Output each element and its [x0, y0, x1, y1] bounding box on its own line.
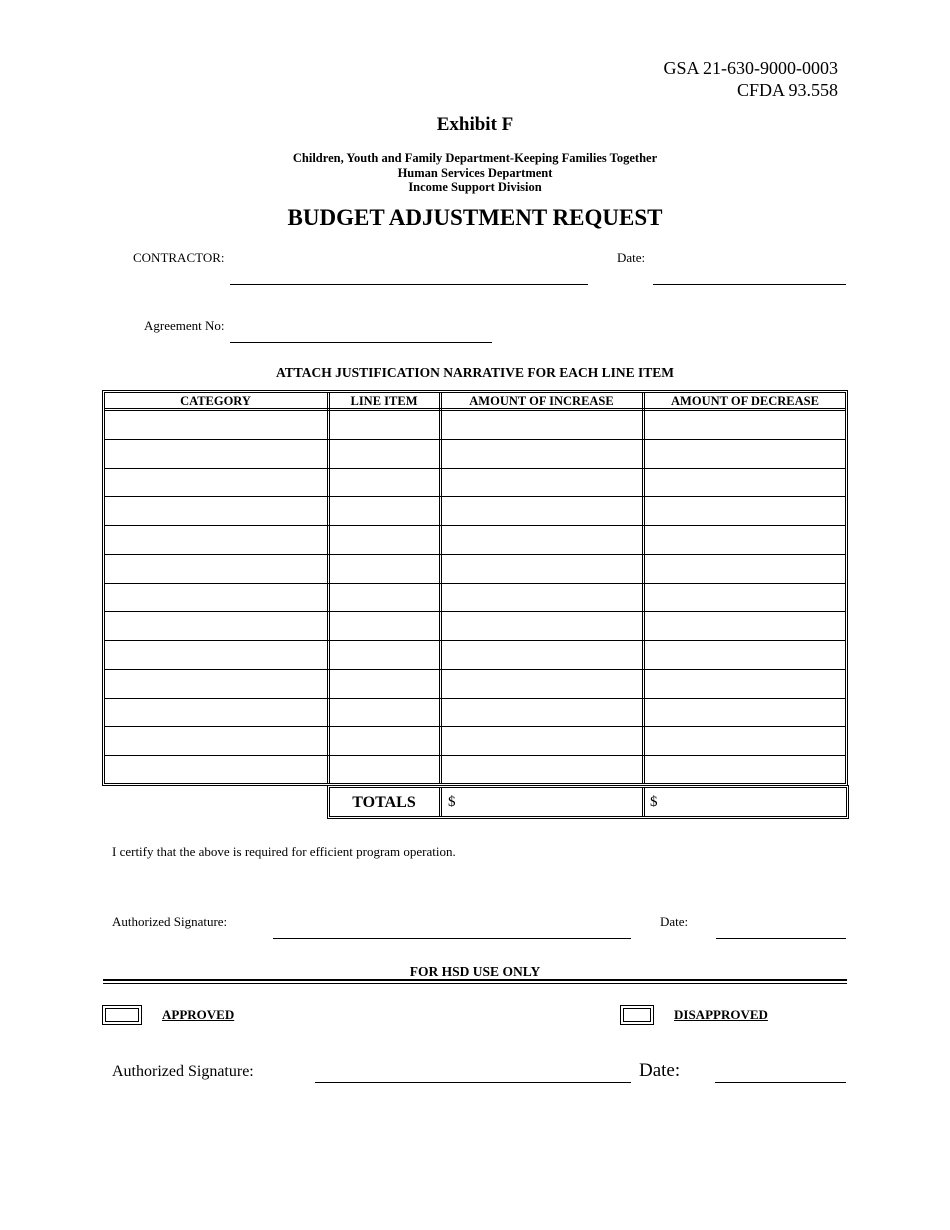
contractor-field[interactable]: [230, 284, 588, 285]
table-row: [104, 726, 846, 727]
hsd-divider: [103, 979, 847, 981]
table-row: [104, 439, 846, 440]
totals-decrease-field[interactable]: $: [650, 794, 658, 810]
table-row: [104, 583, 846, 584]
totals-divider: [441, 787, 442, 817]
table-row: [104, 698, 846, 699]
header-divider: [104, 410, 846, 411]
hsd-divider: [103, 983, 847, 984]
department-line-2: Human Services Department: [397, 165, 553, 180]
totals-divider: [439, 787, 440, 817]
totals-increase-field[interactable]: $: [448, 794, 456, 810]
cfda-number: CFDA 93.558: [736, 80, 838, 100]
agreement-field[interactable]: [230, 342, 492, 343]
gsa-number: GSA 21-630-9000-0003: [663, 58, 838, 78]
hsd-heading: FOR HSD USE ONLY: [409, 964, 541, 979]
hsd-date-label: Date:: [639, 1060, 681, 1081]
table-row: [104, 611, 846, 612]
certification-signature-field[interactable]: [273, 938, 631, 939]
certification-statement: I certify that the above is required for efficient program operation.: [112, 844, 456, 859]
date-label: Date:: [617, 250, 646, 265]
column-header-decrease: AMOUNT OF DECREASE: [671, 394, 819, 408]
department-line-1: Children, Youth and Family Department-Keeping Families Together: [292, 151, 658, 165]
date-field[interactable]: [653, 284, 846, 285]
disapproved-label: DISAPPROVED: [674, 1007, 768, 1022]
approved-checkbox-inner: [105, 1008, 139, 1022]
department-line-3: Income Support Division: [408, 180, 542, 194]
totals-divider: [642, 787, 643, 817]
form-title: BUDGET ADJUSTMENT REQUEST: [287, 205, 663, 230]
certification-signature-label: Authorized Signature:: [112, 914, 228, 929]
agreement-label: Agreement No:: [144, 318, 225, 333]
table-row: [104, 554, 846, 555]
hsd-signature-field[interactable]: [315, 1082, 631, 1083]
table-row: [104, 755, 846, 756]
table-row: [104, 525, 846, 526]
table-row: [104, 468, 846, 469]
disapproved-checkbox-inner: [623, 1008, 651, 1022]
totals-label: TOTALS: [352, 794, 416, 811]
table-row: [104, 640, 846, 641]
table-row: [104, 669, 846, 670]
column-header-category: CATEGORY: [180, 394, 251, 408]
contractor-label: CONTRACTOR:: [133, 250, 225, 265]
exhibit-label: Exhibit F: [436, 114, 514, 135]
certification-date-label: Date:: [660, 914, 689, 929]
table-instruction: ATTACH JUSTIFICATION NARRATIVE FOR EACH LINE ITEM: [275, 365, 675, 380]
table-row: [104, 496, 846, 497]
hsd-date-field[interactable]: [715, 1082, 846, 1083]
certification-date-field[interactable]: [716, 938, 846, 939]
column-header-increase: AMOUNT OF INCREASE: [469, 394, 614, 408]
totals-divider: [644, 787, 645, 817]
column-header-line-item: LINE ITEM: [350, 394, 418, 408]
hsd-signature-label: Authorized Signature:: [112, 1063, 254, 1080]
approved-label: APPROVED: [162, 1007, 235, 1022]
